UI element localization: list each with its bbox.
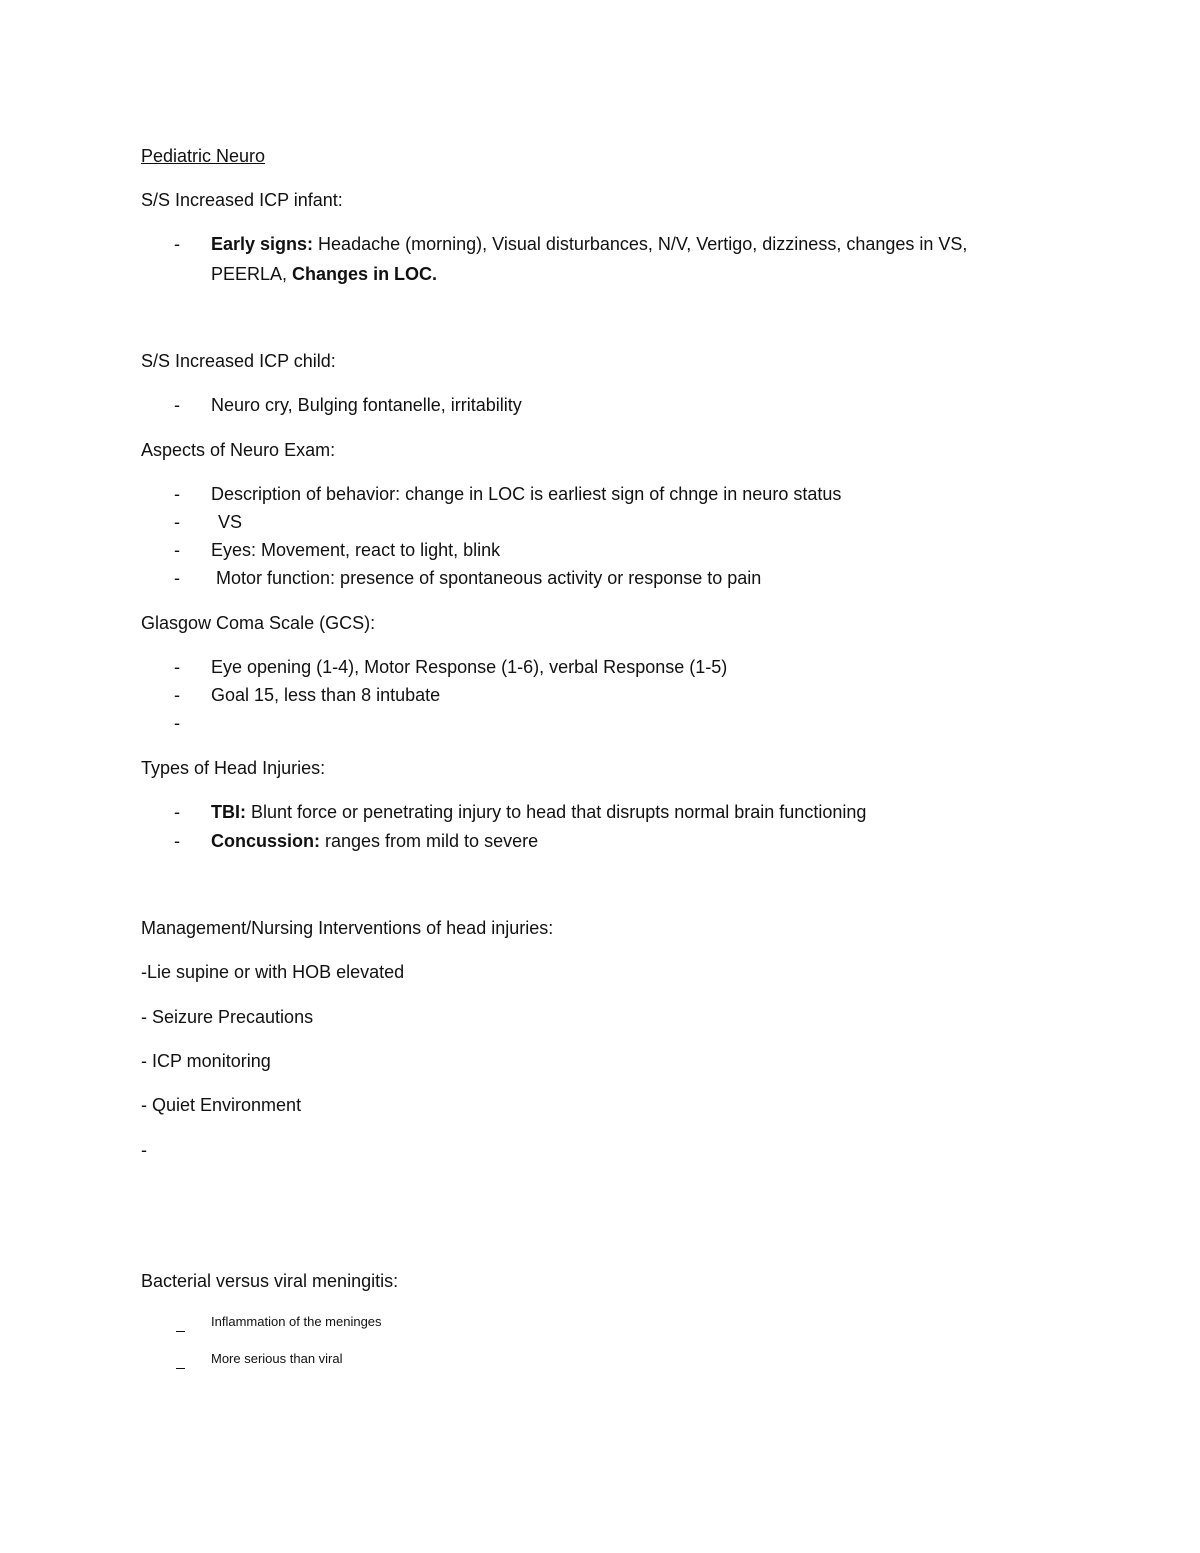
- child-item: Neuro cry, Bulging fontanelle, irritability: [211, 395, 522, 415]
- bullet-dash: -: [174, 512, 180, 532]
- bullet-dash: -: [174, 657, 180, 677]
- bullet-dash: -: [174, 802, 180, 822]
- page-title: Pediatric Neuro: [141, 146, 266, 166]
- bullet-dash: -: [174, 540, 180, 560]
- gcs-item: Eye opening (1-4), Motor Response (1-6), verbal Response (1-5): [211, 657, 728, 677]
- tbi-text: Blunt force or penetrating injury to head that disrupts normal brain functioning: [246, 802, 867, 822]
- neuro-exam-item: Description of behavior: change in LOC is earliest sign of chnge in neuro status: [211, 484, 842, 504]
- child-heading: S/S Increased ICP child:: [141, 351, 336, 371]
- early-signs-label: Early signs:: [211, 234, 314, 254]
- bullet-dash: -: [174, 831, 180, 851]
- bullet-dash: -: [174, 568, 180, 588]
- meningitis-item: Inflammation of the meninges: [211, 1314, 382, 1329]
- concussion-text: ranges from mild to severe: [320, 831, 539, 851]
- infant-heading: S/S Increased ICP infant:: [141, 190, 343, 210]
- bullet-dash: -: [174, 395, 180, 415]
- neuro-exam-heading: Aspects of Neuro Exam:: [141, 440, 336, 460]
- meningitis-heading: Bacterial versus viral meningitis:: [141, 1271, 399, 1291]
- management-item: - Quiet Environment: [141, 1095, 302, 1115]
- bullet-dash: -: [174, 234, 180, 254]
- infant-early-signs-cont: [211, 263, 437, 285]
- management-item: -Lie supine or with HOB elevated: [141, 962, 405, 982]
- bullet-dash: -: [174, 713, 180, 733]
- management-heading: Management/Nursing Interventions of head injuries:: [141, 918, 554, 938]
- bullet-bar: [176, 1331, 185, 1332]
- tbi-label: TBI:: [211, 802, 246, 822]
- tbi-item: [211, 801, 866, 823]
- meningitis-item: More serious than viral: [211, 1351, 343, 1366]
- bullet-dash: -: [174, 484, 180, 504]
- neuro-exam-item: Motor function: presence of spontaneous activity or response to pain: [216, 568, 762, 588]
- infant-early-signs: [211, 233, 967, 255]
- gcs-item: Goal 15, less than 8 intubate: [211, 685, 441, 705]
- head-injuries-heading: Types of Head Injuries:: [141, 758, 326, 778]
- gcs-heading: Glasgow Coma Scale (GCS):: [141, 613, 376, 633]
- management-item: - ICP monitoring: [141, 1051, 271, 1071]
- bullet-dash: -: [174, 685, 180, 705]
- early-signs-text: Headache (morning), Visual disturbances, N/V, Vertigo, dizziness, changes in VS,: [313, 234, 968, 254]
- changes-loc-label: Changes in LOC.: [292, 264, 438, 284]
- management-item: - Seizure Precautions: [141, 1007, 314, 1027]
- neuro-exam-item: Eyes: Movement, react to light, blink: [211, 540, 501, 560]
- bullet-bar: [176, 1368, 185, 1369]
- management-item: -: [141, 1140, 147, 1160]
- neuro-exam-item: VS: [218, 512, 243, 532]
- early-signs-text-cont: PEERLA,: [211, 264, 293, 284]
- concussion-item: [211, 830, 538, 852]
- concussion-label: Concussion:: [211, 831, 321, 851]
